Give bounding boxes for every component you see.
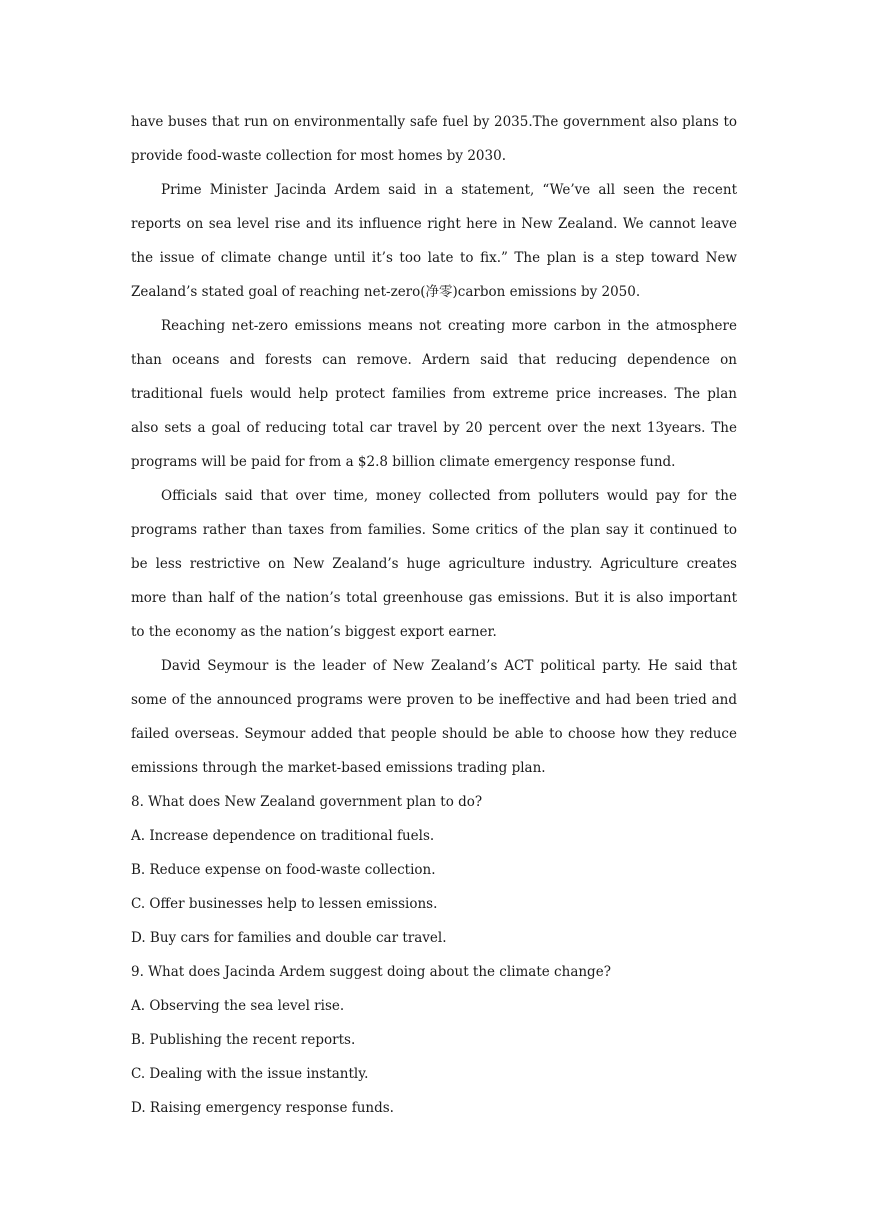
answer-option: A. Increase dependence on traditional fuels. [131, 828, 435, 844]
document-page [131, 105, 737, 1125]
answer-option: D. Raising emergency response funds. [131, 1100, 394, 1116]
passage-paragraph: have buses that run on environmentally safe fuel by 2035.The government also plans to provide food-waste collection for most homes by 2030. [131, 114, 737, 164]
reading-passage [131, 105, 737, 785]
passage-paragraph: Officials said that over time, money collected from polluters would pay for the programs rather than taxes from families. Some critics of the plan say it continued to be less restrictive on New Zealand’s huge agriculture industry. Agriculture creates more than half of the nation’s total greenhouse gas emissions. But it is also important to the economy as the nation’s biggest export earner. [131, 488, 737, 640]
question-stem: 8. What does New Zealand government plan to do? [131, 794, 483, 810]
answer-option: B. Reduce expense on food-waste collection. [131, 862, 436, 878]
passage-paragraph: Prime Minister Jacinda Ardem said in a statement, “We’ve all seen the recent reports on sea level rise and its influence right here in New Zealand. We cannot leave the issue of climate change until it’s too late to fix.” The plan is a step toward New Zealand’s stated goal of reaching net-zero(净零)carbon emissions by 2050. [131, 182, 737, 300]
question-9 [131, 955, 737, 1125]
passage-paragraph: David Seymour is the leader of New Zealand’s ACT political party. He said that some of the announced programs were proven to be ineffective and had been tried and failed overseas. Seymour added that people should be able to choose how they reduce emissions through the market-based emissions trading plan. [131, 658, 737, 776]
answer-option: C. Offer businesses help to lessen emissions. [131, 896, 438, 912]
answer-option: D. Buy cars for families and double car travel. [131, 930, 447, 946]
question-stem: 9. What does Jacinda Ardem suggest doing about the climate change? [131, 964, 611, 980]
answer-option: B. Publishing the recent reports. [131, 1032, 356, 1048]
answer-option: C. Dealing with the issue instantly. [131, 1066, 369, 1082]
answer-option: A. Observing the sea level rise. [131, 998, 345, 1014]
passage-paragraph: Reaching net-zero emissions means not creating more carbon in the atmosphere than oceans and forests can remove. Ardern said that reducing dependence on traditional fuels would help protect families from extreme price increases. The plan also sets a goal of reducing total car travel by 20 percent over the next 13years. The programs will be paid for from a $2.8 billion climate emergency response fund. [131, 318, 737, 470]
question-8 [131, 785, 737, 955]
